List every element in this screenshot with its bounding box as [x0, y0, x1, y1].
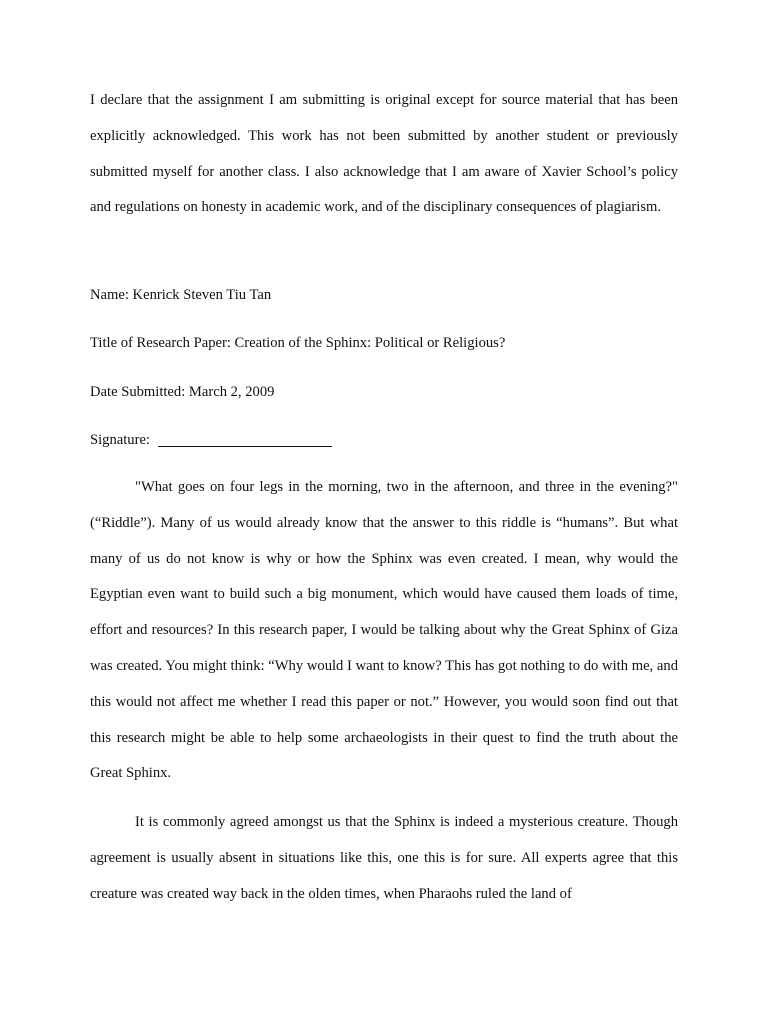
date-submitted-field: Date Submitted: March 2, 2009 — [90, 384, 275, 400]
signature-field — [90, 430, 332, 450]
body-paragraph-2: It is commonly agreed amongst us that the Sphinx is indeed a mysterious creature. Though agreement is usually absent in situations like this, one this is for sure. All experts agree that this creature was created way back in the olden times, when Pharaohs ruled the land of — [90, 814, 678, 902]
declaration-paragraph: I declare that the assignment I am submitting is original except for source material that has been explicitly acknowledged. This work has not been submitted by another student or previously submitted myself for another class. I also acknowledge that I am aware of Xavier School’s policy and regulations on honesty in academic work, and of the disciplinary consequences of plagiarism. — [90, 92, 678, 216]
body-paragraph-1: "What goes on four legs in the morning, two in the afternoon, and three in the evening?" (“Riddle”). Many of us would already know that the answer to this riddle is “humans”. But what many of us do not know is why or how the Sphinx was even created. I mean, why would the Egyptian even want to build such a big monument, which would have caused them loads of time, effort and resources? In this research paper, I would be talking about why the Great Sphinx of Giza was created. You might think: “Why would I want to know? This has got nothing to do with me, and this would not affect me whether I read this paper or not.” However, you would soon find out that this research might be able to help some archaeologists in their quest to find the truth about the Great Sphinx. — [90, 479, 678, 782]
name-field: Name: Kenrick Steven Tiu Tan — [90, 287, 272, 303]
signature-label: Signature: — [90, 432, 150, 448]
paper-title-field: Title of Research Paper: Creation of the Sphinx: Political or Religious? — [90, 335, 506, 351]
signature-line — [158, 446, 332, 447]
